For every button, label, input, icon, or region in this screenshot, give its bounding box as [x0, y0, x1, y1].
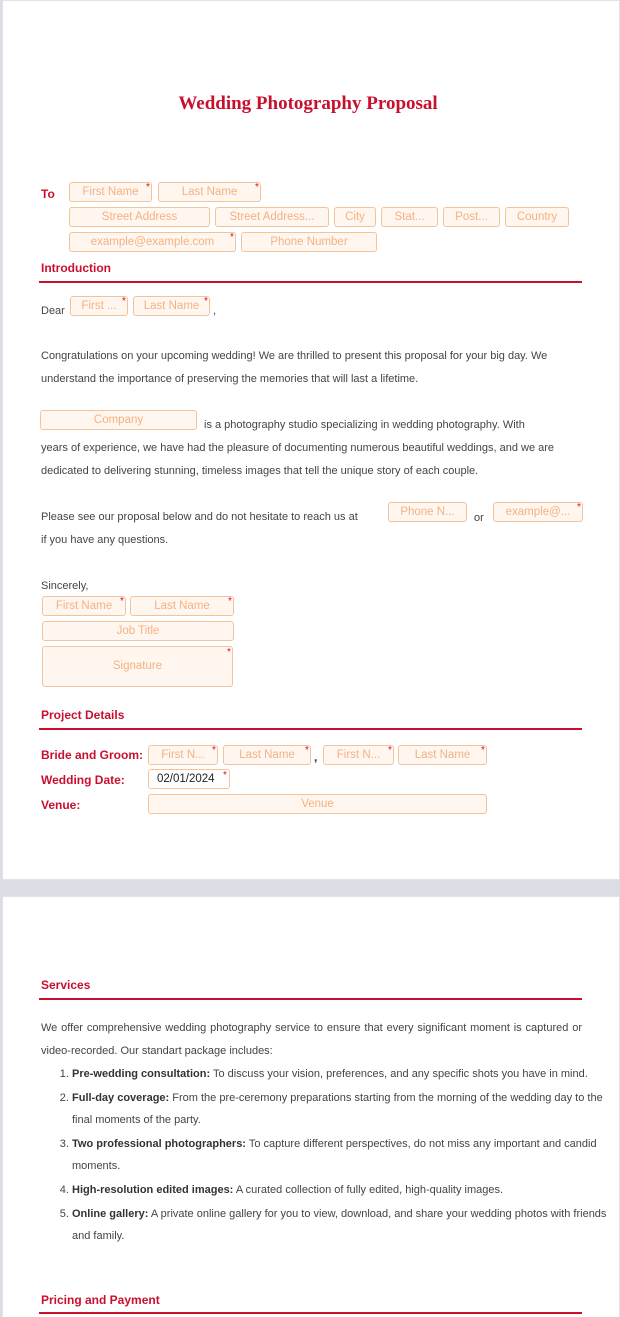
to-postal-field[interactable]: Post...	[443, 207, 500, 227]
project-details-heading: Project Details	[41, 708, 125, 722]
groom-last-name-field[interactable]: Last Name	[398, 745, 487, 765]
services-list	[41, 1063, 612, 1249]
required-mark: *	[146, 182, 150, 193]
contact-phone-field[interactable]: Phone N...	[388, 502, 467, 522]
list-item	[72, 1203, 612, 1247]
section-divider	[39, 728, 582, 730]
services-heading: Services	[41, 978, 91, 992]
service-text: From the pre-ceremony preparations starting from the morning of the wedding day to the final moments of the party.	[72, 1092, 603, 1126]
to-label: To	[41, 187, 55, 201]
wedding-date-field[interactable]: 02/01/2024	[148, 769, 230, 789]
wedding-date-label: Wedding Date:	[41, 773, 125, 787]
service-title: Full-day coverage:	[72, 1092, 170, 1104]
section-divider	[39, 281, 582, 283]
couple-comma: ,	[314, 750, 318, 764]
dear-first-name-field[interactable]: First ...	[70, 296, 128, 316]
venue-label: Venue:	[41, 798, 81, 812]
required-mark: *	[255, 182, 259, 193]
groom-first-name-field[interactable]: First N...	[323, 745, 394, 765]
required-mark: *	[227, 647, 231, 658]
company-field[interactable]: Company	[40, 410, 197, 430]
venue-field[interactable]: Venue	[148, 794, 487, 814]
to-street-field[interactable]: Street Address	[69, 207, 210, 227]
bride-last-name-field[interactable]: Last Name	[223, 745, 311, 765]
service-title: Two professional photographers:	[72, 1138, 246, 1150]
dear-last-name-field[interactable]: Last Name	[133, 296, 210, 316]
intro-paragraph-2c: dedicated to delivering stunning, timeless images that tell the unique story of each couple.	[41, 465, 479, 477]
signature-field[interactable]: Signature	[42, 646, 233, 687]
page-title: Wedding Photography Proposal	[178, 93, 438, 114]
required-mark: *	[305, 745, 309, 756]
introduction-heading: Introduction	[41, 261, 111, 275]
required-mark: *	[223, 770, 227, 781]
service-text: A private online gallery for you to view, download, and share your wedding photos with friends and family.	[72, 1208, 607, 1242]
required-mark: *	[388, 745, 392, 756]
required-mark: *	[230, 232, 234, 243]
to-country-field[interactable]: Country	[505, 207, 569, 227]
dear-text: Dear	[41, 305, 65, 317]
to-street2-field[interactable]: Street Address...	[215, 207, 329, 227]
section-divider	[39, 998, 582, 1000]
pricing-heading: Pricing and Payment	[41, 1293, 160, 1307]
required-mark: *	[204, 296, 208, 307]
service-text: To discuss your vision, preferences, and any specific shots you have in mind.	[212, 1068, 588, 1080]
required-mark: *	[481, 745, 485, 756]
job-title-field[interactable]: Job Title	[42, 621, 234, 641]
required-mark: *	[228, 596, 232, 607]
to-phone-field[interactable]: Phone Number	[241, 232, 377, 252]
sender-last-name-field[interactable]: Last Name	[130, 596, 234, 616]
to-first-name-field[interactable]: First Name	[69, 182, 152, 202]
required-mark: *	[212, 745, 216, 756]
required-mark: *	[122, 296, 126, 307]
to-email-field[interactable]: example@example.com	[69, 232, 236, 252]
intro-paragraph-3a: Please see our proposal below and do not hesitate to reach us at	[41, 511, 358, 523]
dear-comma: ,	[213, 305, 217, 317]
service-text: A curated collection of fully edited, high-quality images.	[235, 1184, 504, 1196]
sender-first-name-field[interactable]: First Name	[42, 596, 126, 616]
required-mark: *	[577, 502, 581, 513]
to-city-field[interactable]: City	[334, 207, 376, 227]
list-item	[72, 1063, 612, 1085]
list-item	[72, 1179, 612, 1201]
list-item	[72, 1087, 612, 1131]
section-divider	[39, 1312, 582, 1314]
to-last-name-field[interactable]: Last Name	[158, 182, 261, 202]
service-title: Online gallery:	[72, 1208, 149, 1220]
sincerely-text: Sincerely,	[41, 580, 89, 592]
intro-paragraph-2a: is a photography studio specializing in wedding photography. With	[204, 419, 525, 431]
intro-paragraph-2b: years of experience, we have had the pleasure of documenting numerous beautiful weddings, and we are	[41, 442, 555, 454]
list-item	[72, 1133, 612, 1177]
service-title: High-resolution edited images:	[72, 1184, 234, 1196]
to-state-field[interactable]: Stat...	[381, 207, 438, 227]
intro-paragraph-1: Congratulations on your upcoming wedding! We are thrilled to present this proposal for your big day. We understand the importance of preserving the memories that will last a lifetime.	[41, 350, 548, 385]
intro-paragraph-3b: if you have any questions.	[41, 534, 169, 546]
services-intro: We offer comprehensive wedding photography service to ensure that every significant moment is captured or video-recorded. Our standart package includes:	[41, 1022, 582, 1057]
service-title: Pre-wedding consultation:	[72, 1068, 211, 1080]
bride-groom-label: Bride and Groom:	[41, 748, 144, 762]
required-mark: *	[120, 596, 124, 607]
or-text: or	[474, 512, 484, 524]
service-text: To capture different perspectives, do not miss any important and candid moments.	[72, 1138, 597, 1172]
bride-first-name-field[interactable]: First N...	[148, 745, 218, 765]
contact-email-field[interactable]: example@...	[493, 502, 583, 522]
